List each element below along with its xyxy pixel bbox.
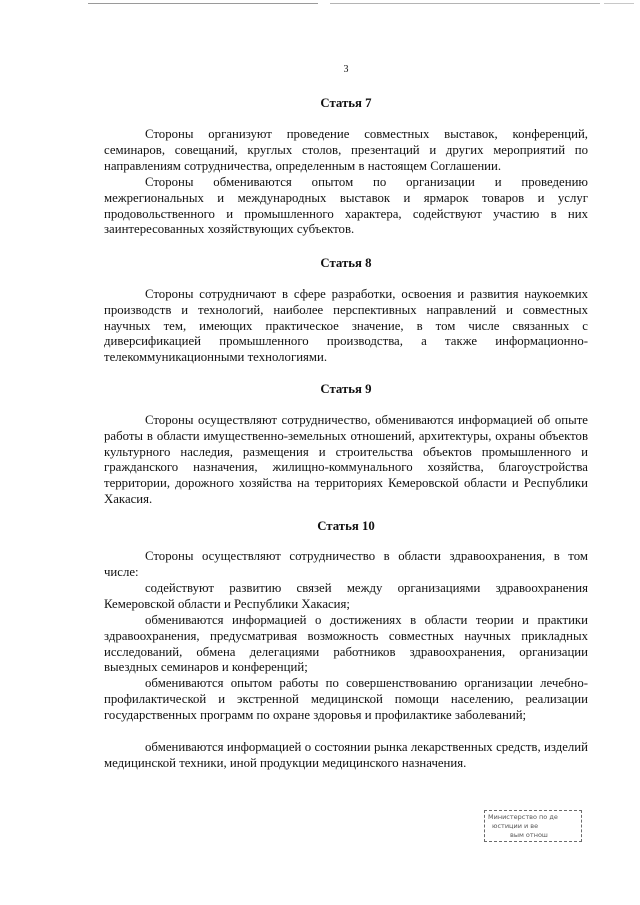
article-paragraph: содействуют развитию связей между организациями здравоохранения Кемеровской области и Республики Хакасия;	[104, 581, 588, 611]
article-heading: Статья 9	[320, 382, 372, 396]
article-paragraph: Стороны осуществляют сотрудничество в области здравоохранения, в том числе:	[104, 549, 588, 579]
article-paragraph: Стороны обмениваются опытом по организации и проведению межрегиональных и международных выставок и ярмарок товаров и услуг продовольственного и промышленного характера, содействуют участию в них заинтересованных хозяйствующих субъектов.	[104, 175, 588, 237]
stamp-line: юстиции и ве	[492, 822, 539, 830]
page-number: 3	[343, 64, 349, 75]
stamp-line: Министерство по де	[488, 813, 558, 821]
article-paragraph: обмениваются информацией о состоянии рынка лекарственных средств, изделий медицинской техники, иной продукции медицинского назначения.	[104, 740, 588, 770]
article-paragraph: обмениваются информацией о достижениях в области теории и практики здравоохранения, предусматривая возможность совместных научных прикладных исследований, обмена делегациями работников здравоохранения, организации выездных семинаров и конференций;	[104, 613, 588, 675]
article-paragraph: Стороны организуют проведение совместных выставок, конференций, семинаров, совещаний, круглых столов, презентаций и других мероприятий по направлениям сотрудничества, определенным в настоящем Соглашении.	[104, 127, 588, 173]
article-paragraph: обмениваются опытом работы по совершенствованию организации лечебно-профилактической и экстренной медицинской помощи населению, реализации государственных программ по охране здоровья и профилактике заболеваний;	[104, 676, 588, 722]
article-heading: Статья 8	[320, 256, 372, 270]
registration-stamp	[484, 810, 582, 842]
article-paragraph: Стороны сотрудничают в сфере разработки, освоения и развития наукоемких производств и технологий, наиболее перспективных направлений и совместных научных тем, имеющих практическое значение, в том числе связанных с диверсификацией промышленного производства, а также информационно-телекоммуникационными технологиями.	[104, 287, 588, 365]
scan-edge-line	[604, 3, 634, 4]
article-paragraph: Стороны осуществляют сотрудничество, обмениваются информацией об опыте работы в области имущественно-земельных отношений, архитектуры, охраны объектов культурного наследия, размещения и строительства объектов промышленного и гражданского назначения, жилищно-коммунального хозяйства, благоустройства территории, дорожного хозяйства на территориях Кемеровской области и Республики Хакасия.	[104, 413, 588, 506]
stamp-line: вым отнош	[510, 831, 548, 839]
scan-edge-line	[330, 3, 600, 4]
article-heading: Статья 7	[320, 96, 372, 110]
scan-edge-line	[88, 3, 318, 4]
article-heading: Статья 10	[317, 519, 375, 533]
